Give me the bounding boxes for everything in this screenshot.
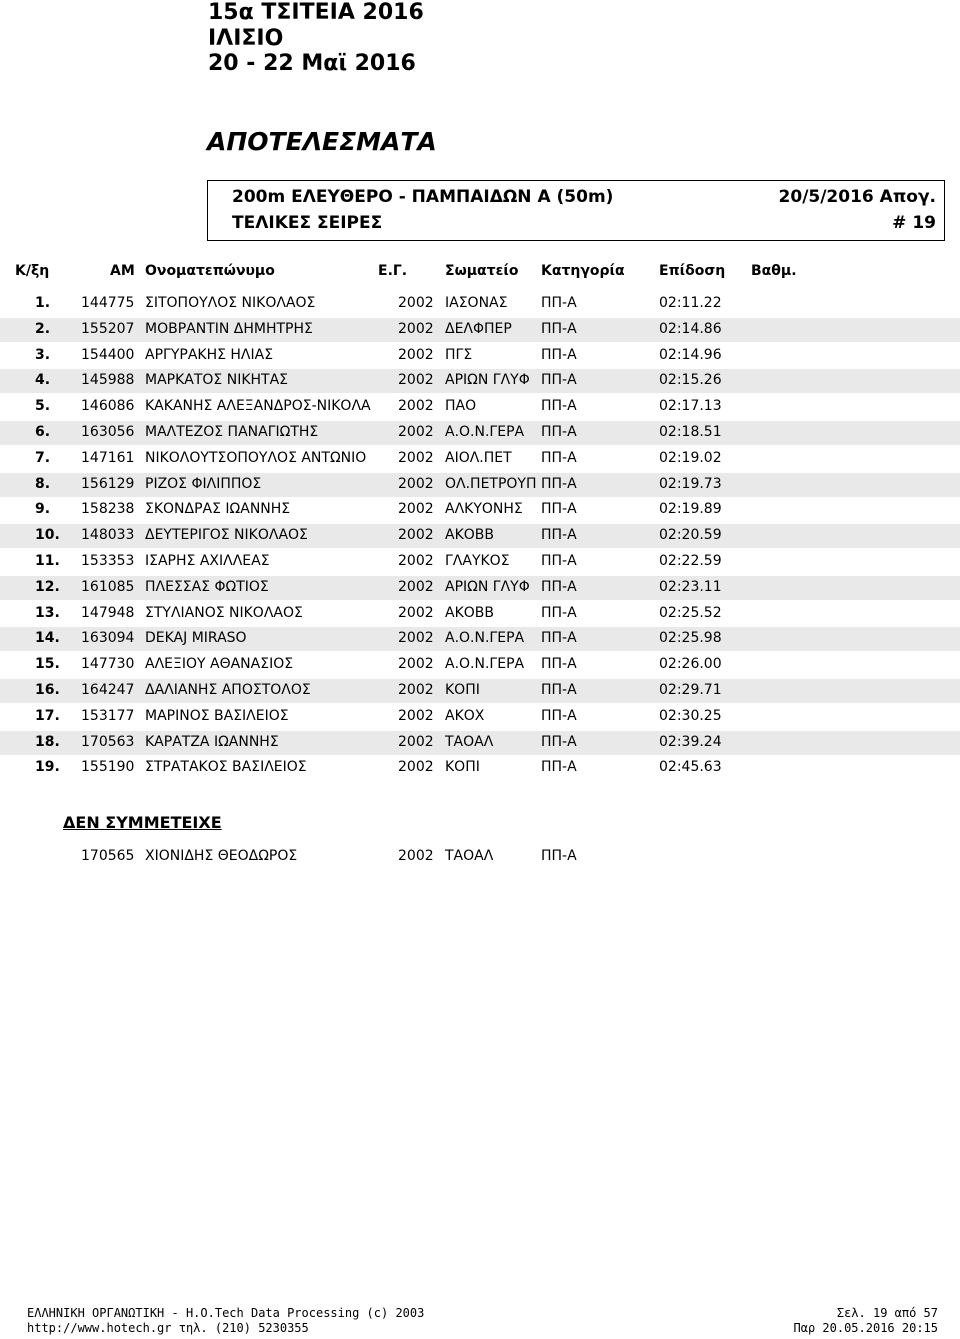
year-cell: 2002 (398, 553, 434, 569)
club-cell: Α.Ο.Ν.ΓΕΡΑ (445, 424, 525, 440)
footer-org: ΕΛΛΗΝΙΚΗ ΟΡΓΑΝΩΤΙΚΗ - Η.Ο.Tech Data Processing (c) 2003 (27, 1306, 425, 1320)
category-cell: ΠΠ-Α (541, 346, 577, 363)
meet-venue: ΙΛΙΣΙΟ (208, 26, 284, 51)
year-cell: 2002 (398, 630, 434, 647)
time-cell: 02:22.59 (659, 553, 722, 569)
category-cell: ΠΠ-Α (541, 630, 577, 647)
rank-cell: 5. (35, 398, 51, 415)
name-cell: ΠΛΕΣΣΑΣ ΦΩΤΙΟΣ (145, 578, 269, 595)
time-cell: 02:19.89 (659, 501, 722, 518)
id-cell: 144775 (81, 295, 135, 311)
id-cell: 158238 (81, 501, 135, 518)
year-cell: 2002 (398, 424, 434, 440)
club-cell: ΑΙΟΛ.ΠΕΤ (445, 449, 512, 466)
time-cell: 02:25.52 (659, 604, 722, 621)
year-cell: 2002 (398, 604, 434, 621)
year-cell: 2002 (398, 346, 434, 363)
table-row (0, 473, 960, 497)
rank-cell: 10. (35, 527, 60, 544)
id-cell: 155207 (81, 320, 135, 337)
category-cell: ΠΠ-Α (541, 295, 577, 311)
event-round: ΤΕΛΙΚΕΣ ΣΕΙΡΕΣ (232, 213, 383, 233)
club-cell: Α.Ο.Ν.ΓΕΡΑ (445, 630, 525, 647)
club-cell: ΑΡΙΩΝ ΓΛΥΦ (445, 372, 530, 389)
rank-cell: 14. (35, 630, 60, 647)
name-cell: ΔΑΛΙΑΝΗΣ ΑΠΟΣΤΟΛΟΣ (145, 682, 311, 698)
rank-cell: 1. (35, 295, 51, 311)
year-cell: 2002 (398, 682, 434, 698)
category-cell: ΠΠ-Α (541, 475, 577, 492)
footer-contact: http://www.hotech.gr τηλ. (210) 5230355 (27, 1321, 309, 1335)
club-cell: ΠΑΟ (445, 398, 477, 415)
category-cell: ΠΠ-Α (541, 449, 577, 466)
club-cell: ΑΚΟΒΒ (445, 604, 494, 621)
year-cell: 2002 (398, 656, 434, 673)
category-cell: ΠΠ-Α (541, 578, 577, 595)
header-id: ΑΜ (110, 263, 135, 279)
name-cell: ΣΤΥΛΙΑΝΟΣ ΝΙΚΟΛΑΟΣ (145, 604, 303, 621)
table-row (0, 679, 960, 703)
club-cell: ΑΛΚΥΟΝΗΣ (445, 501, 523, 518)
time-cell: 02:19.73 (659, 475, 722, 492)
meet-dates: 20 - 22 Μαϊ 2016 (208, 51, 416, 76)
rank-cell: 16. (35, 682, 60, 698)
club-cell: ΔΕΛΦΠΕΡ (445, 320, 512, 337)
table-row (0, 653, 960, 677)
time-cell: 02:25.98 (659, 630, 722, 647)
name-cell: ΜΑΛΤΕΖΟΣ ΠΑΝΑΓΙΩΤΗΣ (145, 424, 319, 440)
header-club: Σωματείο (445, 263, 519, 279)
table-row (0, 344, 960, 368)
year-cell: 2002 (398, 733, 434, 750)
year-cell: 2002 (398, 295, 434, 311)
category-cell: ΠΠ-Α (541, 372, 577, 389)
rank-cell: 17. (35, 707, 60, 724)
time-cell: 02:17.13 (659, 398, 722, 415)
id-cell: 163056 (81, 424, 135, 440)
rank-cell: 8. (35, 475, 51, 492)
id-cell: 163094 (81, 630, 135, 647)
id-cell: 155190 (81, 759, 135, 776)
time-cell: 02:20.59 (659, 527, 722, 544)
category-cell: ΠΠ-Α (541, 656, 577, 673)
table-row (0, 756, 960, 780)
id-cell: 147161 (81, 449, 135, 466)
id-cell: 146086 (81, 398, 135, 415)
rank-cell: 12. (35, 578, 60, 595)
time-cell: 02:14.86 (659, 320, 722, 337)
header-time: Επίδοση (659, 263, 726, 279)
event-date-session: 20/5/2016 Απογ. (778, 187, 936, 207)
meet-title: 15α ΤΣΙΤΕΙΑ 2016 (208, 0, 424, 25)
header-points: Βαθμ. (751, 263, 797, 279)
name-cell: ΣΚΟΝΔΡΑΣ ΙΩΑΝΝΗΣ (145, 501, 291, 518)
name-cell: ΑΡΓΥΡΑΚΗΣ ΗΛΙΑΣ (145, 346, 274, 363)
rank-cell: 9. (35, 501, 51, 518)
id-cell: 145988 (81, 372, 135, 389)
club-cell: ΠΓΣ (445, 346, 473, 363)
footer-page: Σελ. 19 από 57 (836, 1306, 938, 1320)
rank-cell: 19. (35, 759, 60, 776)
category-cell: ΠΠ-Α (541, 733, 577, 750)
category-cell: ΠΠ-Α (541, 320, 577, 337)
header-year: Ε.Γ. (378, 263, 408, 279)
time-cell: 02:18.51 (659, 424, 722, 440)
id-cell: 153353 (81, 553, 135, 569)
header-name: Ονοματεπώνυμο (145, 263, 275, 279)
year-cell: 2002 (398, 449, 434, 466)
event-name: 200m ΕΛΕΥΘΕΡΟ - ΠΑΜΠΑΙΔΩΝ Α (50m) (232, 187, 614, 207)
year-cell: 2002 (398, 707, 434, 724)
club-cell: ΙΑΣΟΝΑΣ (445, 295, 508, 311)
year-cell: 2002 (398, 527, 434, 544)
year-cell: 2002 (398, 759, 434, 776)
id-cell: 164247 (81, 682, 135, 698)
table-row (0, 447, 960, 471)
club-cell: ΚΟΠΙ (445, 759, 480, 776)
time-cell: 02:11.22 (659, 295, 722, 311)
header-rank: Κ/ξη (15, 263, 50, 279)
id-cell: 161085 (81, 578, 135, 595)
id-cell: 148033 (81, 527, 135, 544)
table-row (0, 292, 960, 316)
id-cell: 170563 (81, 733, 135, 750)
club-cell: Α.Ο.Ν.ΓΕΡΑ (445, 656, 525, 673)
category-cell: ΠΠ-Α (541, 682, 577, 698)
rank-cell: 18. (35, 733, 60, 750)
dns-title: ΔΕΝ ΣΥΜΜΕΤΕΙΧΕ (63, 813, 222, 832)
year-cell: 2002 (398, 475, 434, 492)
club-cell: ΓΛΑΥΚΟΣ (445, 553, 510, 569)
club-cell: ΚΟΠΙ (445, 682, 480, 698)
time-cell: 02:39.24 (659, 733, 722, 750)
event-box (207, 180, 945, 241)
category-cell: ΠΠ-Α (541, 604, 577, 621)
time-cell: 02:23.11 (659, 578, 722, 595)
name-cell: ΣΤΡΑΤΑΚΟΣ ΒΑΣΙΛΕΙΟΣ (145, 759, 307, 776)
name-cell: ΚΑΚΑΝΗΣ ΑΛΕΞΑΝΔΡΟΣ-ΝΙΚΟΛΑ (145, 398, 371, 415)
category-cell: ΠΠ-Α (541, 707, 577, 724)
table-row (0, 524, 960, 548)
time-cell: 02:15.26 (659, 372, 722, 389)
id-cell: 147730 (81, 656, 135, 673)
id-cell: 156129 (81, 475, 135, 492)
year-cell: 2002 (398, 372, 434, 389)
name-cell: ΜΑΡΚΑΤΟΣ ΝΙΚΗΤΑΣ (145, 372, 289, 389)
time-cell: 02:19.02 (659, 449, 722, 466)
name-cell: ΜΑΡΙΝΟΣ ΒΑΣΙΛΕΙΟΣ (145, 707, 289, 724)
name-cell: ΔΕΥΤΕΡΙΓΟΣ ΝΙΚΟΛΑΟΣ (145, 527, 308, 544)
club-cell: ΑΚΟΒΒ (445, 527, 494, 544)
year-cell: 2002 (398, 320, 434, 337)
table-row (0, 627, 960, 651)
id-cell: 153177 (81, 707, 135, 724)
rank-cell: 15. (35, 656, 60, 673)
time-cell: 02:14.96 (659, 346, 722, 363)
rank-cell: 11. (35, 553, 60, 569)
category-cell: ΠΠ-Α (541, 527, 577, 544)
table-row (0, 318, 960, 342)
rank-cell: 2. (35, 320, 51, 337)
club-cell: ΑΡΙΩΝ ΓΛΥΦ (445, 578, 530, 595)
table-row (0, 550, 960, 574)
name-cell: ΜΟΒΡΑΝΤΙΝ ΔΗΜΗΤΡΗΣ (145, 320, 313, 337)
footer-printed: Παρ 20.05.2016 20:15 (793, 1321, 938, 1335)
name-cell: ΑΛΕΞΙΟΥ ΑΘΑΝΑΣΙΟΣ (145, 656, 294, 673)
year-cell: 2002 (398, 501, 434, 518)
time-cell: 02:45.63 (659, 759, 722, 776)
category-cell: ΠΠ-Α (541, 501, 577, 518)
name-cell: ΙΣΑΡΗΣ ΑΧΙΛΛΕΑΣ (145, 553, 270, 569)
rank-cell: 13. (35, 604, 60, 621)
club-cell: ΑΚΟΧ (445, 707, 485, 724)
time-cell: 02:29.71 (659, 682, 722, 698)
year-cell: 2002 (398, 848, 434, 864)
id-cell: 147948 (81, 604, 135, 621)
name-cell: ΣΙΤΟΠΟΥΛΟΣ ΝΙΚΟΛΑΟΣ (145, 295, 316, 311)
table-row (0, 369, 960, 393)
table-row (0, 602, 960, 626)
year-cell: 2002 (398, 578, 434, 595)
table-row (0, 731, 960, 755)
club-cell: ΟΛ.ΠΕΤΡΟΥΠ (445, 475, 537, 492)
club-cell: ΤΑΟΑΛ (445, 848, 494, 864)
table-row (0, 421, 960, 445)
name-cell: ΝΙΚΟΛΟΥΤΣΟΠΟΥΛΟΣ ΑΝΤΩΝΙΟ (145, 449, 367, 466)
category-cell: ΠΠ-Α (541, 398, 577, 415)
event-number: # 19 (892, 213, 936, 233)
year-cell: 2002 (398, 398, 434, 415)
dns-row (0, 845, 960, 869)
category-cell: ΠΠ-Α (541, 848, 577, 864)
results-title: ΑΠΟΤΕΛΕΣΜΑΤΑ (207, 127, 437, 156)
name-cell: ΡΙΖΟΣ ΦΙΛΙΠΠΟΣ (145, 475, 262, 492)
rank-cell: 4. (35, 372, 51, 389)
club-cell: ΤΑΟΑΛ (445, 733, 494, 750)
name-cell: ΚΑΡΑΤΖΑ ΙΩΑΝΝΗΣ (145, 733, 279, 750)
rank-cell: 6. (35, 424, 51, 440)
table-row (0, 705, 960, 729)
id-cell: 154400 (81, 346, 135, 363)
rank-cell: 7. (35, 449, 51, 466)
time-cell: 02:30.25 (659, 707, 722, 724)
table-row (0, 498, 960, 522)
rank-cell: 3. (35, 346, 51, 363)
time-cell: 02:26.00 (659, 656, 722, 673)
name-cell: DEKAJ MIRASO (145, 630, 247, 647)
table-row (0, 395, 960, 419)
id-cell: 170565 (81, 848, 135, 864)
name-cell: ΧΙΟΝΙΔΗΣ ΘΕΟΔΩΡΟΣ (145, 848, 298, 864)
header-category: Κατηγορία (541, 263, 625, 279)
category-cell: ΠΠ-Α (541, 759, 577, 776)
category-cell: ΠΠ-Α (541, 553, 577, 569)
category-cell: ΠΠ-Α (541, 424, 577, 440)
table-row (0, 576, 960, 600)
